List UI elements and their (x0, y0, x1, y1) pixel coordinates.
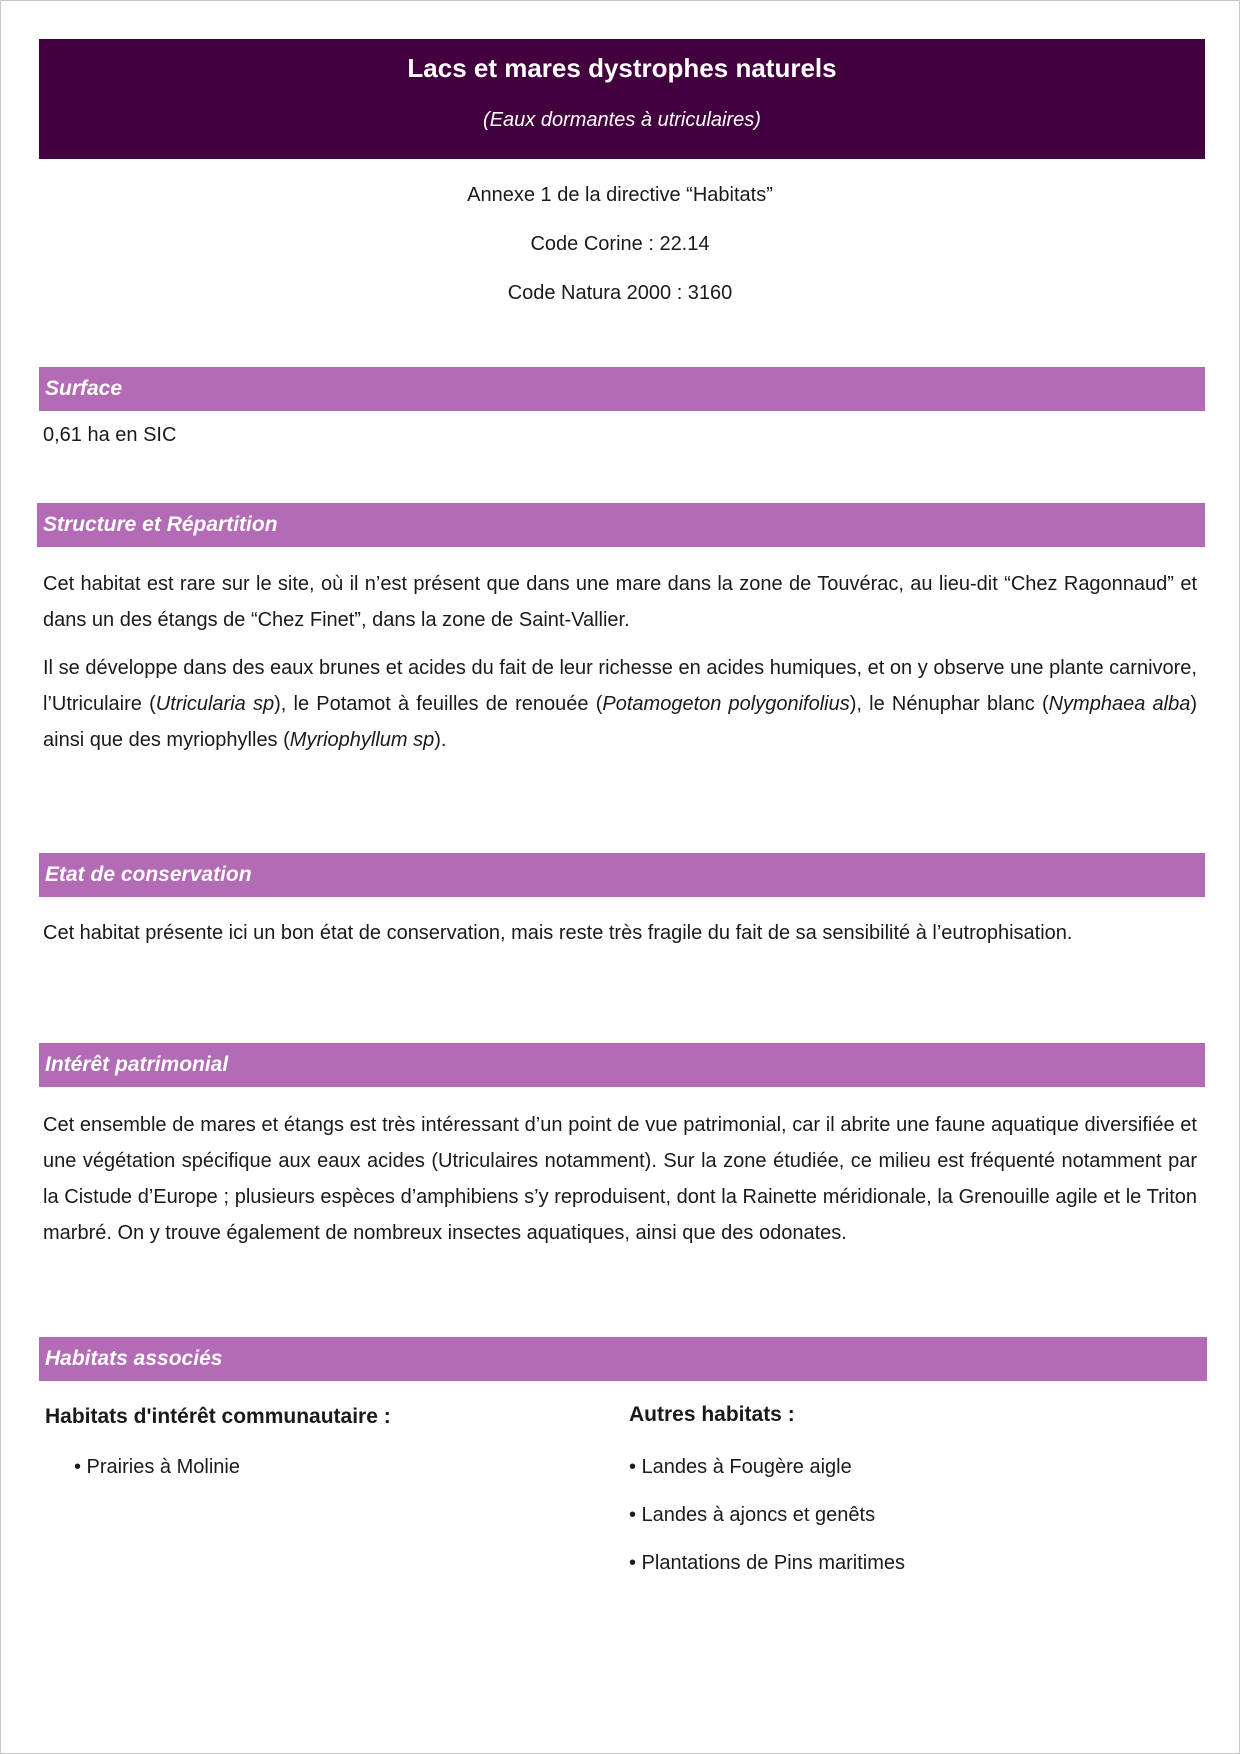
autres-heading: Autres habitats : (629, 1403, 795, 1426)
corine-code: Code Corine : 22.14 (530, 233, 710, 255)
autres-list (629, 1451, 905, 1595)
list-item: • Landes à Fougère aigle (629, 1456, 852, 1478)
surface-value: 0,61 ha en SIC (43, 424, 177, 446)
title-banner (39, 39, 1205, 159)
list-item: • Landes à ajoncs et genêts (629, 1504, 876, 1526)
communautaire-heading: Habitats d'intérêt communautaire : (45, 1405, 391, 1428)
annexe-line: Annexe 1 de la directive “Habitats” (467, 184, 773, 206)
page-subtitle: (Eaux dormantes à utriculaires) (483, 109, 761, 131)
list-item: • Prairies à Molinie (74, 1456, 240, 1478)
species-name: Utricularia sp (155, 693, 275, 715)
structure-text (43, 566, 1197, 770)
section-heading-conservation: Etat de conservation (39, 853, 1205, 897)
section-heading-surface: Surface (39, 367, 1205, 411)
page-title: Lacs et mares dystrophes naturels (407, 53, 837, 83)
section-heading-interet: Intérêt patrimonial (39, 1043, 1205, 1087)
communautaire-list (74, 1451, 240, 1499)
section-heading-associes: Habitats associés (39, 1337, 1207, 1381)
species-name: Nymphaea alba (1048, 693, 1191, 715)
surface-text (43, 417, 1197, 465)
interet-paragraph: Cet ensemble de mares et étangs est très intéressant d’un point de vue patrimonial, car il abrite une faune aquatique diversifiée et une végétation spécifique aux eaux acides (Utriculaires notamment). Sur la zone étudiée, ce milieu est fréquenté notamment par la Cistude d’Europe ; plusieurs espèces d’amphibiens s’y reproduisent, dont la Rainette méridionale, la Grenouille agile et le Triton marbré. On y trouve également de nombreux insectes aquatiques, ainsi que des odonates. (43, 1114, 1197, 1244)
section-heading-structure: Structure et Répartition (37, 503, 1205, 547)
natura-code: Code Natura 2000 : 3160 (507, 282, 733, 304)
structure-paragraph-1: Cet habitat est rare sur le site, où il n’est présent que dans une mare dans la zone de Touvérac, au lieu-dit “Chez Ragonnaud” et dans un des étangs de “Chez Finet”, dans la zone de Saint-Vallier. (43, 573, 1197, 631)
species-name: Potamogeton polygonifolius (602, 693, 850, 715)
conservation-text (43, 915, 1197, 963)
codes-block (1, 179, 1239, 326)
conservation-paragraph: Cet habitat présente ici un bon état de conservation, mais reste très fragile du fait de sa sensibilité à l’eutrophisation. (43, 922, 1073, 944)
list-item: • Plantations de Pins maritimes (629, 1552, 906, 1574)
structure-paragraph-2: Il se développe dans des eaux brunes et acides du fait de leur richesse en acides humiques, et on y observe une plante carnivore, l’Utriculaire (Utricularia sp), le Potamot à feuilles de renouée (Potamogeton polygonifolius), le Nénuphar blanc (Nymphaea alba) ainsi que des myriophylles (Myriophyllum sp). (43, 657, 1198, 751)
interet-text (43, 1107, 1197, 1263)
species-name: Myriophyllum sp (289, 729, 435, 751)
